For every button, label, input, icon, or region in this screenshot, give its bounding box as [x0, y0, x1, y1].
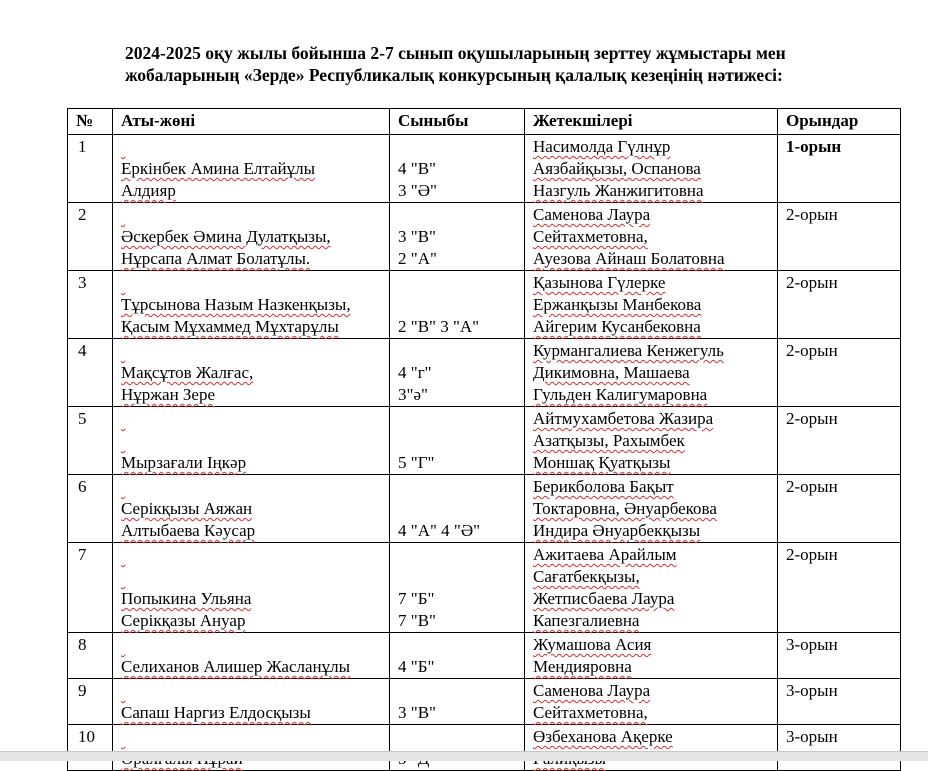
row-number: 1 — [68, 135, 113, 203]
student-names-line: Селиханов Алишер Жасланұлы — [121, 657, 351, 676]
supervisor-names-line: Сейтахметовна, — [533, 227, 648, 246]
table-row — [68, 679, 901, 725]
supervisor-names — [525, 679, 778, 725]
student-grades-line — [398, 408, 518, 430]
student-names-line — [121, 476, 383, 498]
supervisor-names — [525, 633, 778, 679]
student-grades-line — [398, 726, 518, 748]
supervisor-names-line: Сейтахметовна, — [533, 703, 648, 722]
table-row — [68, 339, 901, 407]
supervisor-names-line: Жетписбаева Лаура — [533, 589, 675, 608]
supervisor-names-line: Берикболова Бақыт — [533, 477, 674, 496]
header-place: Орындар — [778, 109, 901, 135]
student-grades — [390, 203, 525, 271]
supervisor-names-line: Гульден Калигумаровна — [533, 385, 708, 404]
table-header-row — [68, 109, 901, 135]
student-grades — [390, 679, 525, 725]
student-grades-line — [398, 498, 518, 520]
supervisor-names-line: Капезгалиевна — [533, 611, 640, 630]
supervisor-names — [525, 203, 778, 271]
student-grades-line: 3 "В" — [398, 227, 436, 246]
student-names — [113, 135, 390, 203]
student-grades-line: 3"ә" — [398, 385, 428, 404]
table-row — [68, 203, 901, 271]
supervisor-names — [525, 135, 778, 203]
row-number: 7 — [68, 543, 113, 633]
student-names-line — [121, 430, 383, 452]
student-grades — [390, 475, 525, 543]
student-grades-line: 3 "В" — [398, 703, 436, 722]
title-line-2: жобаларының «Зерде» Республикалық конкурсының қалалық кезеңінің нәтижесі: — [125, 65, 783, 85]
supervisor-names — [525, 543, 778, 633]
student-grades-line: 4 "г" — [398, 363, 432, 382]
results-table — [67, 108, 901, 771]
student-names — [113, 475, 390, 543]
supervisor-names — [525, 475, 778, 543]
supervisor-names-line: Насимолда Гүлнұр — [533, 137, 671, 156]
supervisor-names-line: Саменова Лаура — [533, 205, 651, 224]
student-names-line — [121, 272, 383, 294]
student-names-line: Алтыбаева Кәусар — [121, 521, 256, 540]
student-names — [113, 271, 390, 339]
row-number: 2 — [68, 203, 113, 271]
supervisor-names-line: Айгерим Кусанбековна — [533, 317, 701, 336]
title-line-1: 2024-2025 оқу жылы бойынша 2-7 сынып оқушыларының зерттеу жұмыстары мен — [125, 43, 786, 63]
student-names-line: Мақсұтов Жалғас, — [121, 363, 254, 382]
student-names-line: Мырзағали Іңкәр — [121, 453, 247, 472]
student-grades-line: 3 "Ә" — [398, 181, 437, 200]
student-names-line — [121, 544, 383, 566]
supervisor-names — [525, 725, 778, 771]
student-names — [113, 543, 390, 633]
row-number: 5 — [68, 407, 113, 475]
student-grades-line — [398, 634, 518, 656]
student-grades-line — [398, 294, 518, 316]
place-result: 2-орын — [778, 203, 901, 271]
place-result: 2-орын — [778, 475, 901, 543]
student-grades-line — [398, 680, 518, 702]
student-grades — [390, 407, 525, 475]
table-row — [68, 407, 901, 475]
student-names-line — [121, 136, 383, 158]
student-names — [113, 203, 390, 271]
place-result: 2-орын — [778, 271, 901, 339]
row-number: 3 — [68, 271, 113, 339]
student-grades-line: 4 "А" 4 "Ә" — [398, 521, 481, 540]
table-row — [68, 475, 901, 543]
supervisor-names-line: Ажитаева Арайлым — [533, 545, 677, 564]
student-grades-line — [398, 476, 518, 498]
supervisor-names-line: Айтмухамбетова Жазира — [533, 409, 714, 428]
student-names — [113, 407, 390, 475]
student-grades — [390, 339, 525, 407]
student-names-line — [121, 680, 383, 702]
table-row — [68, 633, 901, 679]
student-grades — [390, 633, 525, 679]
supervisor-names — [525, 271, 778, 339]
supervisor-names-line: Моншақ Қуатқызы — [533, 453, 671, 472]
row-number: 9 — [68, 679, 113, 725]
row-number: 8 — [68, 633, 113, 679]
student-names — [113, 339, 390, 407]
student-grades — [390, 271, 525, 339]
supervisor-names-line: Аязбайқызы, Оспанова — [533, 159, 701, 178]
supervisor-names-line: Индира Әнуарбекқызы — [533, 521, 701, 540]
student-names — [113, 725, 390, 771]
supervisor-names-line: Ержанқызы Манбекова — [533, 295, 702, 314]
student-grades — [390, 725, 525, 771]
header-supervisors: Жетекшілері — [525, 109, 778, 135]
student-grades-line: 2 "В" 3 "А" — [398, 317, 480, 336]
supervisor-names-line: Дикимовна, Машаева — [533, 363, 690, 382]
document-title — [125, 42, 870, 86]
student-grades-line — [398, 544, 518, 566]
place-result: 2-орын — [778, 543, 901, 633]
student-names-line: Серікқызы Аяжан — [121, 499, 253, 518]
place-result: 1-орын — [778, 135, 901, 203]
student-grades-line — [398, 430, 518, 452]
student-names-line: Тұрсынова Назым Назкенқызы, — [121, 295, 351, 314]
row-number: 4 — [68, 339, 113, 407]
supervisor-names-line: Қазынова Гүлерке — [533, 273, 666, 292]
student-grades-line: 5 "Г" — [398, 453, 435, 472]
supervisor-names-line: Өзбеханова Ақерке — [533, 727, 673, 746]
supervisor-names-line: Мендияровна — [533, 657, 632, 676]
student-grades-line: 4 "Б" — [398, 657, 435, 676]
table-row — [68, 135, 901, 203]
table-row — [68, 543, 901, 633]
row-number: 10 — [68, 725, 113, 771]
student-names-line — [121, 634, 383, 656]
student-grades-line — [398, 136, 518, 158]
supervisor-names-line: Назгуль Жанжигитовна — [533, 181, 704, 200]
student-grades — [390, 543, 525, 633]
student-names-line — [121, 408, 383, 430]
student-grades-line: 7 "В" — [398, 611, 436, 630]
supervisor-names — [525, 407, 778, 475]
student-names-line: Нұрсапа Алмат Болатұлы. — [121, 249, 311, 268]
place-result: 3-орын — [778, 679, 901, 725]
student-names-line — [121, 726, 383, 748]
student-grades-line — [398, 566, 518, 588]
student-grades-line: 7 "Б" — [398, 589, 435, 608]
supervisor-names-line: Ауезова Айнаш Болатовна — [533, 249, 725, 268]
supervisor-names-line: Саменова Лаура — [533, 681, 651, 700]
student-names-line — [121, 204, 383, 226]
student-names-line: Серікқазы Ануар — [121, 611, 246, 630]
place-result: 3-орын — [778, 725, 901, 771]
student-grades — [390, 135, 525, 203]
place-result: 2-орын — [778, 339, 901, 407]
student-names — [113, 679, 390, 725]
supervisor-names-line: Курмангалиева Кенжегуль — [533, 341, 724, 360]
place-result: 2-орын — [778, 407, 901, 475]
student-grades-line — [398, 340, 518, 362]
header-grade: Сыныбы — [390, 109, 525, 135]
table-row — [68, 725, 901, 771]
table-row — [68, 271, 901, 339]
student-names-line — [121, 566, 383, 588]
place-result: 3-орын — [778, 633, 901, 679]
supervisor-names-line: Сағатбекқызы, — [533, 567, 640, 586]
header-name: Аты-жөні — [113, 109, 390, 135]
supervisor-names-line: Токтаровна, Әнуарбекова — [533, 499, 717, 518]
student-names-line: Еркінбек Амина Елтайұлы — [121, 159, 316, 178]
supervisor-names-line: Азатқызы, Рахымбек — [533, 431, 685, 450]
student-grades-line — [398, 204, 518, 226]
header-number: № — [68, 109, 113, 135]
student-grades-line: 4 "В" — [398, 159, 436, 178]
student-names-line: Қасым Мұхаммед Мұхтарұлы — [121, 317, 339, 336]
student-names-line — [121, 340, 383, 362]
row-number: 6 — [68, 475, 113, 543]
student-grades-line — [398, 272, 518, 294]
student-names-line: Сапаш Наргиз Елдосқызы — [121, 703, 311, 722]
table-body — [68, 135, 901, 771]
student-grades-line: 2 "А" — [398, 249, 437, 268]
student-names-line: Нұржан Зере — [121, 385, 216, 404]
student-names-line: Попыкина Ульяна — [121, 589, 252, 608]
student-names — [113, 633, 390, 679]
student-names-line: Әскербек Әмина Дулатқызы, — [121, 227, 331, 246]
student-names-line: Алдияр — [121, 181, 176, 200]
supervisor-names — [525, 339, 778, 407]
supervisor-names-line: Жумашова Асия — [533, 635, 652, 654]
